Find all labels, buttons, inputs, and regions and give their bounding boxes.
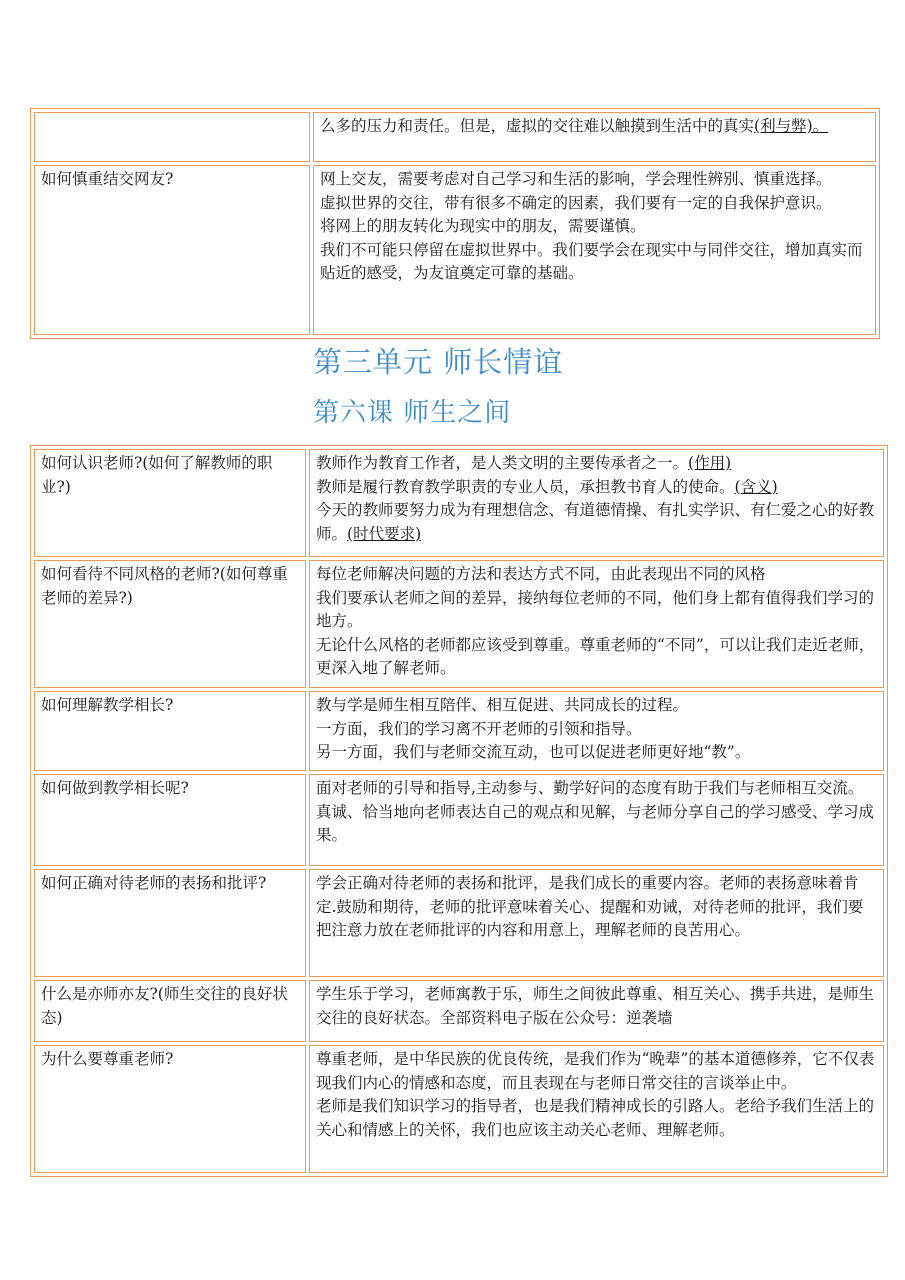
answer-line	[316, 563, 877, 587]
answer-cell	[309, 869, 884, 977]
answer-line	[320, 168, 869, 192]
answer-cell	[309, 449, 884, 557]
answer-tag: (作用)	[688, 454, 732, 472]
answer-cell	[313, 165, 876, 335]
answer-text: 另一方面，我们与老师交流互动，也可以促进老师更好地“教”。	[316, 743, 751, 761]
answer-text: 无论什么风格的老师都应该受到尊重。尊重老师的“不同”，可以让我们走近老师，更深入地了解老师。	[316, 635, 875, 677]
answer-cell	[309, 1045, 884, 1173]
unit-title: 第三单元 师长情谊	[313, 345, 564, 379]
answer-text: 一方面，我们的学习离不开老师的引领和指导。	[316, 719, 642, 738]
table-row	[34, 869, 884, 977]
lesson-title: 第六课 师生之间	[313, 398, 512, 428]
answer-line	[316, 452, 877, 476]
answer-line	[316, 476, 877, 500]
answer-text: 教师是履行教育教学职责的专业人员，承担教书育人的使命。	[316, 477, 735, 496]
answer-line	[320, 115, 869, 139]
qa-table-main-body	[34, 449, 884, 1173]
question-cell: 如何慎重结交网友?	[34, 165, 310, 335]
table-row	[34, 1045, 884, 1173]
answer-text: 尊重老师，是中华民族的优良传统，是我们作为“晚辈”的基本道德修养，它不仅表现我们内心的情感和态度，而且表现在与老师日常交往的言谈举止中。	[316, 1050, 875, 1092]
answer-text: 老师是我们知识学习的指导者，也是我们精神成长的引路人。老给予我们生活上的关心和情感上的关怀，我们也应该主动关心老师、理解老师。	[316, 1097, 875, 1139]
qa-table-top-body	[34, 112, 876, 335]
answer-text: 我们要承认老师之间的差异，接纳每位老师的不同，他们身上都有值得我们学习的地方。	[316, 588, 875, 630]
answer-text: 今天的教师要努力成为有理想信念、有道德情操、有扎实学识、有仁爱之心的好教师。	[316, 501, 875, 543]
table-row	[34, 774, 884, 866]
qa-table-top	[30, 108, 880, 339]
answer-tag: (时代要求)	[347, 524, 422, 543]
table-row	[34, 112, 876, 162]
table-row	[34, 449, 884, 557]
answer-line	[316, 777, 877, 848]
table-row	[34, 691, 884, 771]
answer-text: 学会正确对待老师的表扬和批评，是我们成长的重要内容。老师的表扬意味着肯定.鼓励和期待，老师的批评意味着关心、提醒和劝诫，对待老师的批评，我们要把注意力放在老师批评的内容和用意上，理解老师的良苦用心。	[316, 874, 864, 939]
question-cell: 如何正确对待老师的表扬和批评?	[34, 869, 306, 977]
answer-text: 面对老师的引导和指导,主动参与、勤学好问的态度有助于我们与老师相互交流。真诚、恰当地向老师表达自己的观点和见解，与老师分享自己的学习感受、学习成果。	[316, 779, 875, 844]
answer-text: 教师作为教育工作者，是人类文明的主要传承者之一。	[316, 454, 689, 472]
answer-line	[320, 215, 869, 239]
answer-text: 学生乐于学习，老师寓教于乐，师生之间彼此尊重、相互关心、携手共进，是师生交往的良好状态。全部资料电子版在公众号：逆袭墙	[316, 985, 875, 1027]
answer-tag: (利与弊)。	[754, 117, 829, 135]
question-cell: 如何理解教学相长?	[34, 691, 306, 771]
answer-cell	[309, 980, 884, 1042]
question-cell: 如何做到教学相长呢?	[34, 774, 306, 866]
answer-text: 每位老师解决问题的方法和表达方式不同，由此表现出不同的风格	[316, 565, 766, 583]
answer-text: 网上交友，需要考虑对自己学习和生活的影响，学会理性辨别、慎重选择。	[320, 170, 832, 188]
answer-tag: (含义)	[734, 477, 778, 496]
answer-text: 我们不可能只停留在虚拟世界中。我们要学会在现实中与同伴交往，增加真实而贴近的感受，为友谊奠定可靠的基础。	[320, 240, 863, 282]
answer-line	[316, 741, 877, 765]
question-cell: 什么是亦师亦友?(师生交往的良好状态)	[34, 980, 306, 1042]
answer-text: 么多的压力和责任。但是，虚拟的交往难以触摸到生活中的真实	[320, 117, 755, 135]
question-cell: 如何看待不同风格的老师?(如何尊重老师的差异?)	[34, 560, 306, 688]
question-cell: 如何认识老师?(如何了解教师的职业?)	[34, 449, 306, 557]
answer-cell	[309, 691, 884, 771]
answer-cell	[309, 560, 884, 688]
answer-line	[316, 694, 877, 718]
table-row	[34, 560, 884, 688]
answer-line	[316, 587, 877, 634]
answer-text: 教与学是师生相互陪伴、相互促进、共同成长的过程。	[316, 696, 689, 714]
table-row	[34, 980, 884, 1042]
answer-text: 虚拟世界的交往，带有很多不确定的因素，我们要有一定的自我保护意识。	[320, 193, 832, 212]
answer-line	[316, 1095, 877, 1142]
answer-line	[320, 192, 869, 216]
answer-line	[316, 1048, 877, 1095]
answer-line	[316, 983, 877, 1030]
answer-cell	[313, 112, 876, 162]
answer-text: 将网上的朋友转化为现实中的朋友，需要谨慎。	[320, 217, 646, 235]
table-row	[34, 165, 876, 335]
answer-line	[316, 634, 877, 681]
answer-line	[320, 239, 869, 286]
answer-line	[316, 499, 877, 546]
answer-line	[316, 872, 877, 943]
answer-cell	[309, 774, 884, 866]
question-cell: 为什么要尊重老师?	[34, 1045, 306, 1173]
qa-table-main	[30, 445, 888, 1177]
question-cell	[34, 112, 310, 162]
answer-line	[316, 718, 877, 742]
